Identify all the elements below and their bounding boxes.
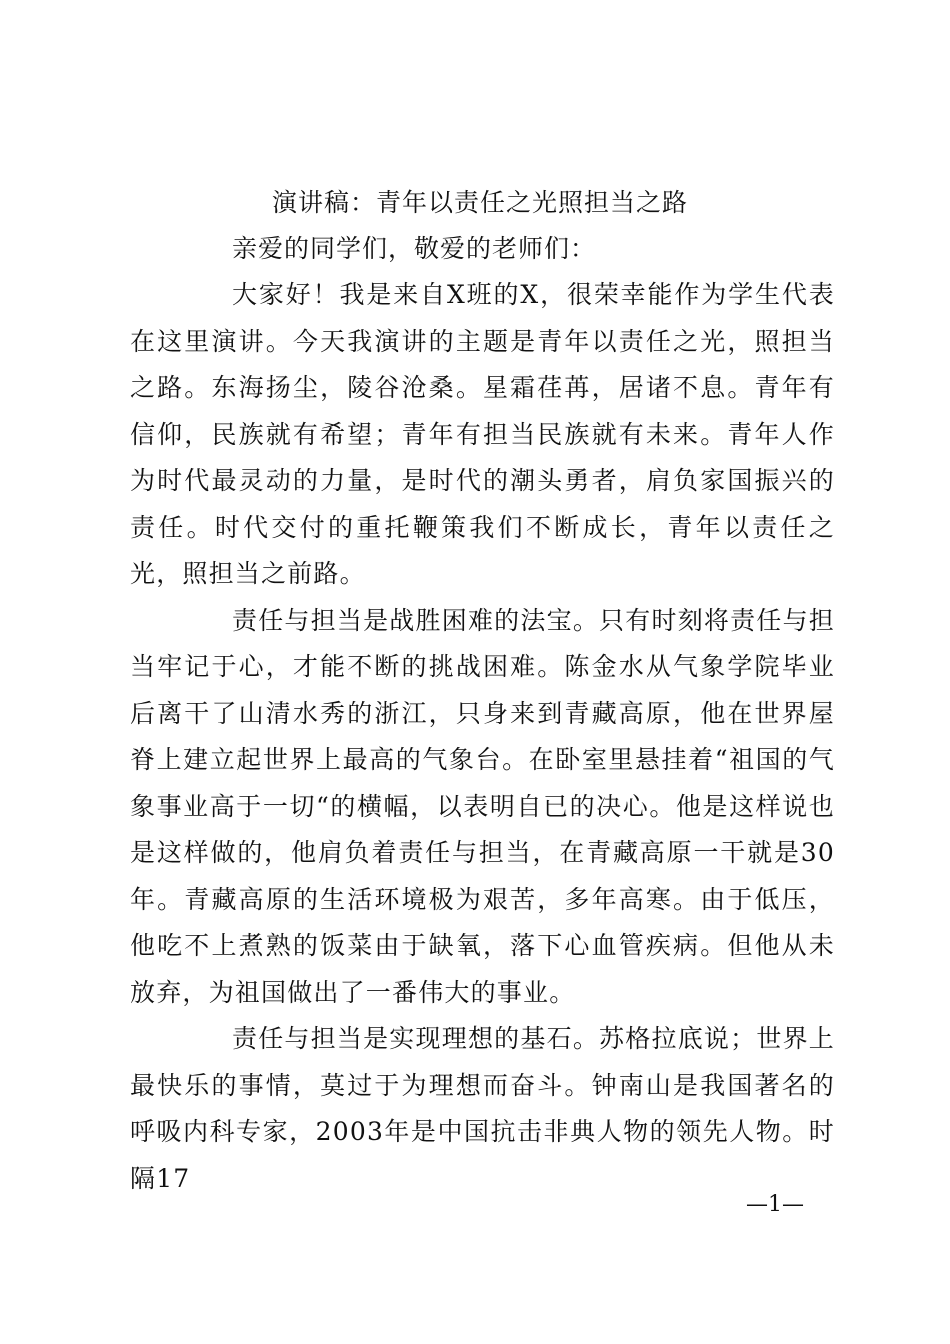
paragraph-introduction: 大家好！我是来自X班的X，很荣幸能作为学生代表在这里演讲。今天我演讲的主题是青年以责任之光，照担当之路。东海扬尘，陵谷沧桑。星霜荏苒，居诸不息。青年有信仰，民族就有希望；青年有担当民族就有未来。青年人作为时代最灵动的力量，是时代的潮头勇者，肩负家国振兴的责任。时代交付的重托鞭策我们不断成长，青年以责任之光，照担当之前路。 [130, 280, 835, 588]
paragraph-overcoming-difficulties: 责任与担当是战胜困难的法宝。只有时刻将责任与担当牢记于心，才能不断的挑战困难。陈金水从气象学院毕业后离干了山清水秀的浙江，只身来到青藏高原，他在世界屋脊上建立起世界上最高的气象台。在卧室里悬挂着“祖国的气象事业高于一切“的横幅，以表明自已的决心。他是这样说也是这样做的，他肩负着责任与担当，在青藏高原一干就是30年。青藏高原的生活环境极为艰苦，多年高寒。由于低压，他吃不上煮熟的饭菜由于缺氧，落下心血管疾病。但他从未放弃，为祖国做出了一番伟大的事业。 [130, 605, 835, 1007]
document-title: 演讲稿：青年以责任之光照担当之路 [271, 188, 688, 217]
page-number: —1— [746, 1192, 804, 1217]
greeting-line: 亲爱的同学们，敬爱的老师们： [232, 234, 597, 263]
paragraph-realizing-ideals: 责任与担当是实现理想的基石。苏格拉底说；世界上最快乐的事情，莫过于为理想而奋斗。钟南山是我国著名的呼吸内科专家，2003年是中国抗击非典人物的领先人物。时隔17 [130, 1024, 835, 1193]
document-body [130, 272, 835, 1202]
